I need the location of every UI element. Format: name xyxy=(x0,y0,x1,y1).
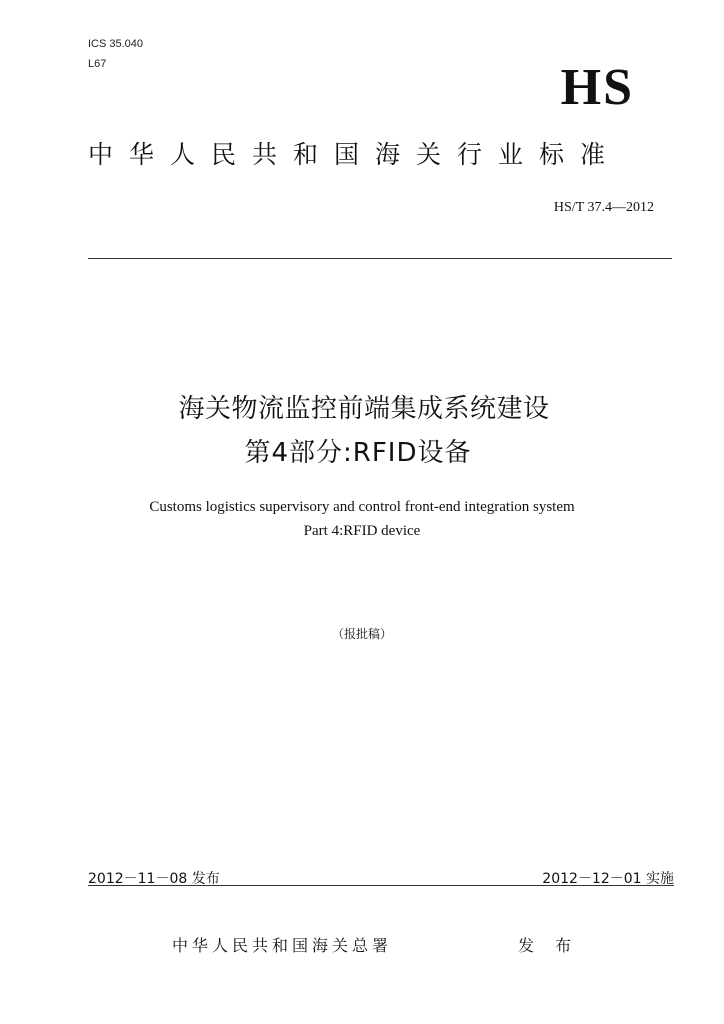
hs-logo: HS xyxy=(560,59,634,116)
publish-label: 发 布 xyxy=(518,936,580,955)
ics-code: ICS 35.040 xyxy=(88,38,144,50)
document-title-cn-line2: 第4部分:RFID设备 xyxy=(244,438,472,468)
implementation-date: 2012－12－01 实施 xyxy=(542,871,674,887)
document-title-en-line1: Customs logistics supervisory and control front-end integration system xyxy=(149,499,575,515)
issue-date: 2012－11－08 发布 xyxy=(88,871,220,887)
standard-title: 中华人民共和国海关行业标准 xyxy=(88,140,622,169)
header-divider xyxy=(88,258,672,259)
issuing-authority: 中华人民共和国海关总署 xyxy=(172,936,393,955)
classification-code: L67 xyxy=(88,58,107,70)
draft-status: （报批稿） xyxy=(331,627,392,641)
footer-divider xyxy=(88,885,674,886)
document-title-en-line2: Part 4:RFID device xyxy=(303,523,421,539)
document-title-cn-line1: 海关物流监控前端集成系统建设 xyxy=(178,394,550,424)
standard-number: HS/T 37.4—2012 xyxy=(553,200,654,215)
